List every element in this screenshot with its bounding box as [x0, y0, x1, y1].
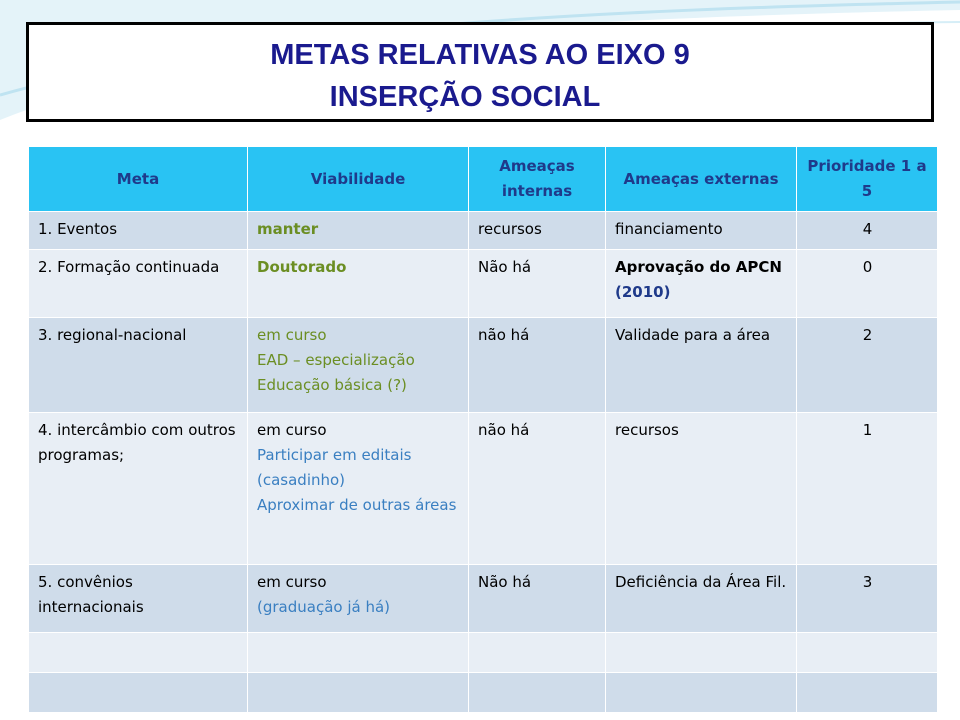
ameacas-externas-cell: financiamento [606, 212, 797, 250]
table-row [29, 565, 938, 633]
meta-cell: 3. regional-nacional [29, 318, 248, 413]
viabilidade-line: em curso [257, 326, 327, 344]
ameacas-externas-text: Aprovação do APCN [615, 258, 782, 276]
viabilidade-line: Educação básica (?) [257, 376, 407, 394]
ameacas-externas-cell: Deficiência da Área Fil. [606, 565, 797, 633]
meta-cell: 4. intercâmbio com outros programas; [29, 413, 248, 565]
viabilidade-line: em curso [257, 421, 327, 439]
empty-cell [797, 633, 938, 673]
ameacas-internas-cell: Não há [469, 565, 606, 633]
ameacas-externas-cell: Validade para a área [606, 318, 797, 413]
meta-cell: 1. Eventos [29, 212, 248, 250]
meta-cell: 2. Formação continuada [29, 250, 248, 318]
table-row [29, 413, 938, 565]
meta-cell: 5. convênios internacionais [29, 565, 248, 633]
ameacas-internas-cell: Não há [469, 250, 606, 318]
page-title: METAS RELATIVAS AO EIXO 9 [270, 39, 690, 71]
empty-cell [29, 673, 248, 713]
column-header-ameacas-externas: Ameaças externas [606, 147, 797, 212]
column-header-meta: Meta [29, 147, 248, 212]
column-header-prioridade: Prioridade 1 a 5 [797, 147, 938, 212]
empty-cell [606, 673, 797, 713]
ameacas-externas-year: (2010) [615, 283, 671, 301]
table-row [29, 250, 938, 318]
empty-cell [469, 633, 606, 673]
table-header-row [29, 147, 938, 212]
title-box [26, 22, 934, 122]
ameacas-externas-cell: recursos [606, 413, 797, 565]
viabilidade-cell [248, 318, 469, 413]
prioridade-cell: 4 [797, 212, 938, 250]
prioridade-cell: 2 [797, 318, 938, 413]
viabilidade-line: (graduação já há) [257, 598, 391, 616]
table-row [29, 212, 938, 250]
viabilidade-line: Doutorado [257, 258, 347, 276]
ameacas-internas-cell: recursos [469, 212, 606, 250]
ameacas-externas-cell [606, 250, 797, 318]
viabilidade-cell [248, 565, 469, 633]
prioridade-cell: 1 [797, 413, 938, 565]
empty-cell [29, 633, 248, 673]
viabilidade-cell [248, 250, 469, 318]
viabilidade-line: Aproximar de outras áreas [257, 496, 457, 514]
viabilidade-line: Participar em editais (casadinho) [257, 446, 412, 489]
empty-table-row [29, 633, 938, 673]
empty-cell [248, 673, 469, 713]
ameacas-internas-cell: não há [469, 318, 606, 413]
empty-table-row [29, 673, 938, 713]
viabilidade-cell [248, 212, 469, 250]
empty-cell [606, 633, 797, 673]
ameacas-internas-cell: não há [469, 413, 606, 565]
empty-cell [797, 673, 938, 713]
viabilidade-line: em curso [257, 573, 327, 591]
viabilidade-line: manter [257, 220, 319, 238]
prioridade-cell: 0 [797, 250, 938, 318]
empty-cell [469, 673, 606, 713]
goals-table [28, 146, 938, 713]
page-subtitle: INSERÇÃO SOCIAL [329, 81, 601, 113]
column-header-viabilidade: Viabilidade [248, 147, 469, 212]
viabilidade-line: EAD – especialização [257, 351, 415, 369]
column-header-ameacas-internas: Ameaças internas [469, 147, 606, 212]
viabilidade-cell [248, 413, 469, 565]
prioridade-cell: 3 [797, 565, 938, 633]
table-row [29, 318, 938, 413]
empty-cell [248, 633, 469, 673]
